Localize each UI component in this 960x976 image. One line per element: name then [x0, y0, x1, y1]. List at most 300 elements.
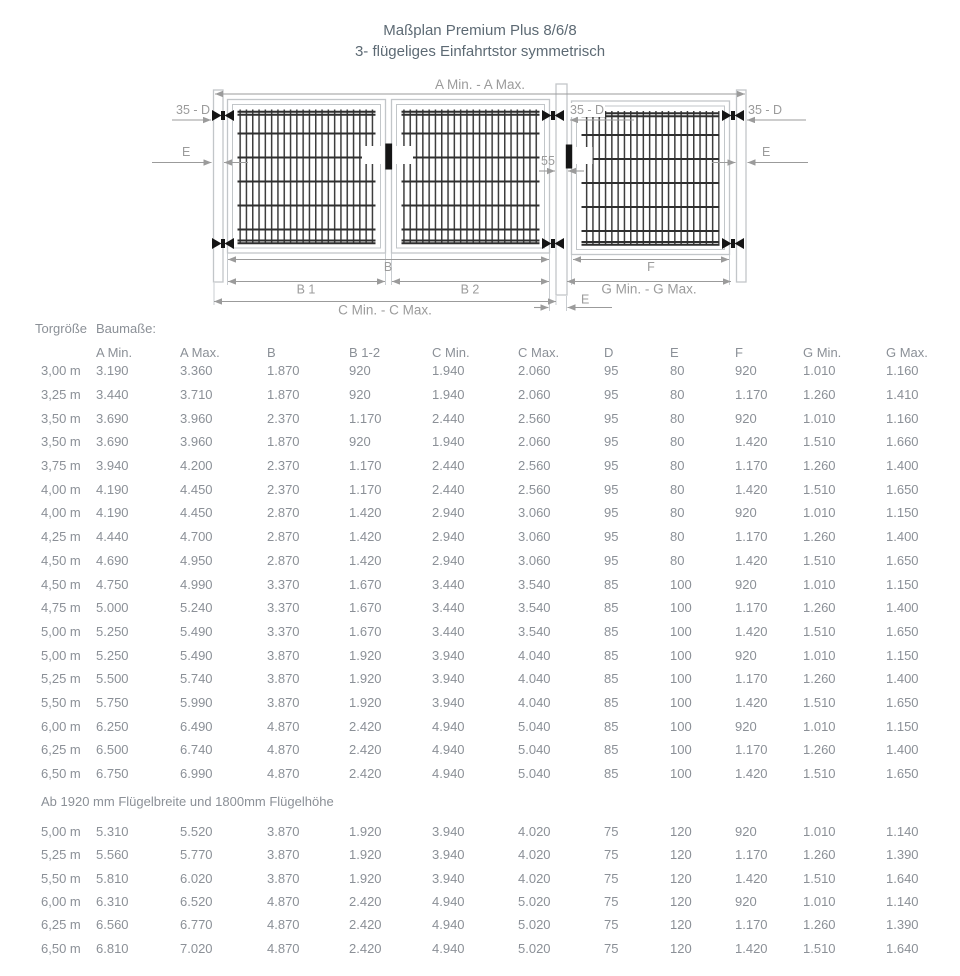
column-header: F	[735, 345, 743, 361]
latch-bar-icon	[566, 145, 572, 169]
table-cell: 1.650	[886, 694, 919, 710]
table-cell: 2.440	[432, 410, 465, 426]
table-cell: 1.920	[349, 824, 382, 840]
dim-label-d-right: 35 - D	[748, 103, 783, 117]
table-cell: 1.510	[803, 552, 836, 568]
table-cell: 3,25 m	[41, 387, 81, 403]
table-cell: 2.420	[349, 917, 382, 933]
table-cell: 2.560	[518, 481, 551, 497]
table-cell: 920	[735, 576, 757, 592]
table-row	[0, 596, 960, 620]
column-header: B 1-2	[349, 345, 381, 361]
table-cell: 5.040	[518, 766, 551, 782]
page-title	[0, 20, 960, 62]
table-cell: 2.870	[267, 505, 300, 521]
table-cell: 1.390	[886, 847, 919, 863]
table-cell: 1.150	[886, 647, 919, 663]
table-cell: 120	[670, 917, 692, 933]
table-cell: 6,25 m	[41, 917, 81, 933]
table-cell: 1.510	[803, 694, 836, 710]
table-cell: 2.940	[432, 505, 465, 521]
table-section-1	[0, 359, 960, 785]
dim-label-e-bottom: E	[581, 292, 590, 307]
table-row	[0, 936, 960, 959]
table-cell: 95	[604, 434, 619, 450]
table-cell: 920	[735, 894, 757, 910]
table-cell: 1.920	[349, 870, 382, 886]
table-cell: 1.260	[803, 671, 836, 687]
table-cell: 3.190	[96, 363, 129, 379]
table-cell: 2.370	[267, 458, 300, 474]
table-section-2	[0, 820, 960, 960]
table-cell: 5.000	[96, 600, 129, 616]
table-cell: 80	[670, 434, 685, 450]
table-cell: 100	[670, 742, 692, 758]
table-cell: 5.750	[96, 694, 129, 710]
table-cell: 1.150	[886, 576, 919, 592]
table-cell: 3.940	[432, 847, 465, 863]
table-cell: 1.010	[803, 824, 836, 840]
table-row	[0, 359, 960, 383]
table-row	[0, 477, 960, 501]
table-cell: 6.490	[180, 718, 213, 734]
table-cell: 2.420	[349, 742, 382, 758]
table-cell: 5.040	[518, 742, 551, 758]
column-header: G Max.	[886, 345, 928, 361]
table-cell: 4.940	[432, 917, 465, 933]
table-cell: 2.440	[432, 481, 465, 497]
table-cell: 3.540	[518, 623, 551, 639]
table-cell: 5,50 m	[41, 694, 81, 710]
table-cell: 920	[735, 647, 757, 663]
table-cell: 3.370	[267, 623, 300, 639]
table-cell: 2.420	[349, 718, 382, 734]
table-cell: 1.410	[886, 387, 919, 403]
table-cell: 1.650	[886, 481, 919, 497]
table-cell: 120	[670, 940, 692, 956]
table-cell: 1.150	[886, 718, 919, 734]
table-cell: 4.950	[180, 552, 213, 568]
dim-label-g: G Min. - G Max.	[601, 281, 697, 297]
table-row	[0, 843, 960, 866]
table-cell: 5.310	[96, 824, 129, 840]
table-cell: 85	[604, 576, 619, 592]
table-cell: 1.400	[886, 458, 919, 474]
table-cell: 1.510	[803, 870, 836, 886]
table-cell: 1.400	[886, 600, 919, 616]
table-cell: 1.010	[803, 718, 836, 734]
table-cell: 1.420	[349, 529, 382, 545]
table-row	[0, 867, 960, 890]
table-row	[0, 406, 960, 430]
table-cell: 6.810	[96, 940, 129, 956]
table-cell: 1.420	[735, 481, 768, 497]
lock-bar-icon	[385, 144, 392, 170]
table-cell: 1.420	[735, 552, 768, 568]
table-cell: 6.990	[180, 766, 213, 782]
table-cell: 4.190	[96, 505, 129, 521]
table-row	[0, 643, 960, 667]
table-cell: 4.450	[180, 505, 213, 521]
dim-label-b1: B 1	[296, 282, 316, 297]
table-cell: 1.150	[886, 505, 919, 521]
column-header: A Min.	[96, 345, 133, 361]
table-cell: 3,75 m	[41, 458, 81, 474]
table-cell: 3.940	[432, 824, 465, 840]
section-note: Ab 1920 mm Flügelbreite und 1800mm Flügelhöhe	[41, 794, 334, 809]
gate-wing-2	[392, 100, 550, 254]
table-cell: 5.490	[180, 647, 213, 663]
table-cell: 85	[604, 694, 619, 710]
table-cell: 5.490	[180, 623, 213, 639]
table-cell: 95	[604, 529, 619, 545]
table-cell: 1.420	[735, 940, 768, 956]
table-cell: 120	[670, 847, 692, 863]
table-cell: 80	[670, 481, 685, 497]
table-cell: 3.440	[96, 387, 129, 403]
table-cell: 1.920	[349, 694, 382, 710]
table-cell: 1.170	[735, 529, 768, 545]
table-row	[0, 430, 960, 454]
table-cell: 1.170	[349, 458, 382, 474]
table-cell: 1.510	[803, 766, 836, 782]
table-cell: 4.750	[96, 576, 129, 592]
table-cell: 3.710	[180, 387, 213, 403]
table-cell: 5.020	[518, 917, 551, 933]
table-cell: 920	[735, 505, 757, 521]
table-cell: 4.200	[180, 458, 213, 474]
table-row	[0, 549, 960, 573]
table-cell: 75	[604, 824, 619, 840]
table-cell: 1.420	[735, 694, 768, 710]
table-cell: 3.940	[432, 647, 465, 663]
table-cell: 1.010	[803, 894, 836, 910]
table-cell: 1.170	[349, 481, 382, 497]
table-row	[0, 383, 960, 407]
table-cell: 1.170	[735, 671, 768, 687]
table-cell: 4,75 m	[41, 600, 81, 616]
table-cell: 920	[349, 434, 371, 450]
table-cell: 3.440	[432, 623, 465, 639]
table-cell: 1.170	[735, 742, 768, 758]
table-cell: 1.510	[803, 434, 836, 450]
table-cell: 1.940	[432, 363, 465, 379]
table-row	[0, 572, 960, 596]
table-cell: 3.540	[518, 576, 551, 592]
table-cell: 6.520	[180, 894, 213, 910]
table-cell: 100	[670, 576, 692, 592]
table-cell: 80	[670, 529, 685, 545]
table-cell: 5.020	[518, 894, 551, 910]
table-cell: 85	[604, 766, 619, 782]
table-cell: 75	[604, 870, 619, 886]
table-cell: 4.870	[267, 917, 300, 933]
table-cell: 2.060	[518, 387, 551, 403]
table-cell: 3,50 m	[41, 434, 81, 450]
table-cell: 6.310	[96, 894, 129, 910]
dim-label-a: A Min. - A Max.	[434, 77, 526, 92]
table-cell: 1.010	[803, 505, 836, 521]
column-header: C Min.	[432, 345, 470, 361]
table-cell: 1.400	[886, 742, 919, 758]
table-cell: 120	[670, 824, 692, 840]
dim-label-55: 55	[541, 154, 555, 168]
table-cell: 1.400	[886, 529, 919, 545]
table-cell: 2.420	[349, 940, 382, 956]
table-cell: 85	[604, 742, 619, 758]
table-cell: 3.060	[518, 505, 551, 521]
table-cell: 95	[604, 410, 619, 426]
table-row	[0, 525, 960, 549]
table-cell: 3.060	[518, 552, 551, 568]
table-cell: 1.640	[886, 940, 919, 956]
table-cell: 5.240	[180, 600, 213, 616]
table-cell: 3.690	[96, 434, 129, 450]
table-cell: 4.440	[96, 529, 129, 545]
table-cell: 1.170	[735, 847, 768, 863]
table-cell: 100	[670, 623, 692, 639]
table-row	[0, 890, 960, 913]
table-cell: 920	[735, 410, 757, 426]
table-cell: 2.560	[518, 410, 551, 426]
table-cell: 95	[604, 552, 619, 568]
table-cell: 3.870	[267, 671, 300, 687]
table-cell: 1.920	[349, 647, 382, 663]
table-cell: 1.170	[735, 917, 768, 933]
table-cell: 6,00 m	[41, 718, 81, 734]
table-cell: 1.390	[886, 917, 919, 933]
table-cell: 100	[670, 647, 692, 663]
table-cell: 2.060	[518, 434, 551, 450]
table-cell: 4.870	[267, 718, 300, 734]
table-cell: 6,25 m	[41, 742, 81, 758]
table-cell: 6,00 m	[41, 894, 81, 910]
table-cell: 4.870	[267, 894, 300, 910]
table-cell: 1.010	[803, 647, 836, 663]
column-header: A Max.	[180, 345, 220, 361]
table-cell: 2.440	[432, 458, 465, 474]
table-cell: 1.400	[886, 671, 919, 687]
table-cell: 2.060	[518, 363, 551, 379]
table-cell: 95	[604, 458, 619, 474]
table-cell: 4.690	[96, 552, 129, 568]
table-cell: 1.140	[886, 824, 919, 840]
table-cell: 3.940	[432, 694, 465, 710]
table-cell: 3,50 m	[41, 410, 81, 426]
table-cell: 4.020	[518, 870, 551, 886]
table-row	[0, 820, 960, 843]
table-cell: 1.260	[803, 847, 836, 863]
table-cell: 1.260	[803, 742, 836, 758]
table-cell: 6.020	[180, 870, 213, 886]
table-cell: 4.020	[518, 847, 551, 863]
table-cell: 80	[670, 505, 685, 521]
dim-label-e-right: E	[762, 145, 771, 159]
table-cell: 120	[670, 894, 692, 910]
table-cell: 3.360	[180, 363, 213, 379]
table-cell: 1.260	[803, 529, 836, 545]
table-cell: 85	[604, 647, 619, 663]
table-cell: 3.370	[267, 600, 300, 616]
table-cell: 920	[735, 718, 757, 734]
table-cell: 5.250	[96, 623, 129, 639]
table-cell: 1.420	[735, 766, 768, 782]
table-cell: 4.040	[518, 647, 551, 663]
table-cell: 4.940	[432, 742, 465, 758]
column-header: G Min.	[803, 345, 842, 361]
table-cell: 5.520	[180, 824, 213, 840]
table-cell: 1.670	[349, 576, 382, 592]
table-cell: 4.040	[518, 671, 551, 687]
table-cell: 3.940	[432, 671, 465, 687]
table-cell: 6.560	[96, 917, 129, 933]
table-cell: 4.870	[267, 742, 300, 758]
column-header: E	[670, 345, 679, 361]
table-cell: 6.250	[96, 718, 129, 734]
table-cell: 1.010	[803, 363, 836, 379]
table-cell: 5.020	[518, 940, 551, 956]
table-cell: 2.560	[518, 458, 551, 474]
table-cell: 4.940	[432, 940, 465, 956]
table-cell: 1.650	[886, 766, 919, 782]
table-cell: 4.870	[267, 940, 300, 956]
table-row	[0, 913, 960, 936]
table-cell: 1.160	[886, 363, 919, 379]
column-header: B	[267, 345, 276, 361]
table-cell: 2.870	[267, 552, 300, 568]
table-cell: 4.450	[180, 481, 213, 497]
gate-drawing	[0, 75, 960, 325]
table-cell: 1.170	[735, 458, 768, 474]
table-cell: 1.920	[349, 847, 382, 863]
table-cell: 5,00 m	[41, 623, 81, 639]
table-cell: 1.940	[432, 387, 465, 403]
table-cell: 85	[604, 671, 619, 687]
table-cell: 5.770	[180, 847, 213, 863]
column-header: D	[604, 345, 614, 361]
table-cell: 1.420	[735, 434, 768, 450]
dim-label-d-left: 35 - D	[176, 103, 211, 117]
title-line-1: Maßplan Premium Plus 8/6/8	[383, 22, 577, 39]
table-cell: 1.670	[349, 600, 382, 616]
title-line-2: 3- flügeliges Einfahrtstor symmetrisch	[354, 43, 606, 60]
table-cell: 1.420	[349, 505, 382, 521]
table-cell: 1.670	[349, 623, 382, 639]
table-cell: 2.940	[432, 552, 465, 568]
table-cell: 1.510	[803, 623, 836, 639]
table-cell: 920	[735, 363, 757, 379]
table-cell: 2.940	[432, 529, 465, 545]
table-cell: 95	[604, 363, 619, 379]
table-cell: 920	[349, 387, 371, 403]
table-cell: 3.060	[518, 529, 551, 545]
table-cell: 1.660	[886, 434, 919, 450]
table-cell: 4,25 m	[41, 529, 81, 545]
table-cell: 1.420	[735, 623, 768, 639]
table-cell: 1.940	[432, 434, 465, 450]
table-cell: 1.640	[886, 870, 919, 886]
dim-label-d-mid: 35 - D	[570, 103, 605, 117]
table-cell: 4.190	[96, 481, 129, 497]
table-cell: 1.010	[803, 576, 836, 592]
table-cell: 1.170	[735, 600, 768, 616]
table-cell: 5.740	[180, 671, 213, 687]
table-cell: 80	[670, 552, 685, 568]
table-cell: 4.940	[432, 894, 465, 910]
table-cell: 3.960	[180, 410, 213, 426]
table-cell: 6.770	[180, 917, 213, 933]
table-cell: 5.500	[96, 671, 129, 687]
dim-label-b: B	[383, 260, 393, 274]
table-row	[0, 691, 960, 715]
table-cell: 6.500	[96, 742, 129, 758]
table-cell: 4,50 m	[41, 552, 81, 568]
table-cell: 1.420	[349, 552, 382, 568]
table-cell: 5,00 m	[41, 647, 81, 663]
dim-label-c: C Min. - C Max.	[338, 302, 432, 318]
table-cell: 100	[670, 718, 692, 734]
table-cell: 1.260	[803, 600, 836, 616]
table-cell: 100	[670, 694, 692, 710]
table-cell: 1.510	[803, 940, 836, 956]
table-cell: 1.260	[803, 917, 836, 933]
table-cell: 3.690	[96, 410, 129, 426]
table-cell: 2.370	[267, 410, 300, 426]
table-cell: 4,00 m	[41, 481, 81, 497]
table-cell: 1.260	[803, 387, 836, 403]
table-row	[0, 714, 960, 738]
table-cell: 3.870	[267, 847, 300, 863]
table-cell: 6,50 m	[41, 766, 81, 782]
table-cell: 1.870	[267, 363, 300, 379]
table-cell: 5,00 m	[41, 824, 81, 840]
table-cell: 80	[670, 458, 685, 474]
table-cell: 1.870	[267, 434, 300, 450]
table-row	[0, 454, 960, 478]
table-cell: 3.440	[432, 576, 465, 592]
table-row	[0, 738, 960, 762]
table-cell: 2.420	[349, 894, 382, 910]
gate-wing-1	[228, 100, 386, 254]
table-cell: 5.250	[96, 647, 129, 663]
table-cell: 920	[735, 824, 757, 840]
table-cell: 3.870	[267, 694, 300, 710]
table-cell: 5.040	[518, 718, 551, 734]
table-cell: 3.870	[267, 647, 300, 663]
table-cell: 3,00 m	[41, 363, 81, 379]
table-cell: 4,00 m	[41, 505, 81, 521]
table-cell: 1.170	[735, 387, 768, 403]
table-cell: 3.960	[180, 434, 213, 450]
table-cell: 1.420	[735, 870, 768, 886]
table-cell: 120	[670, 870, 692, 886]
table-cell: 2.870	[267, 529, 300, 545]
table-cell: 95	[604, 387, 619, 403]
table-cell: 1.260	[803, 458, 836, 474]
table-row	[0, 762, 960, 786]
table-cell: 1.010	[803, 410, 836, 426]
table-cell: 100	[670, 671, 692, 687]
table-cell: 4.020	[518, 824, 551, 840]
table-cell: 85	[604, 623, 619, 639]
table-cell: 3.440	[432, 600, 465, 616]
table-cell: 5,25 m	[41, 671, 81, 687]
table-cell: 3.870	[267, 824, 300, 840]
dim-label-f: F	[647, 260, 655, 274]
column-header-baumasse: Baumaße:	[96, 321, 156, 336]
table-cell: 920	[349, 363, 371, 379]
table-cell: 75	[604, 940, 619, 956]
